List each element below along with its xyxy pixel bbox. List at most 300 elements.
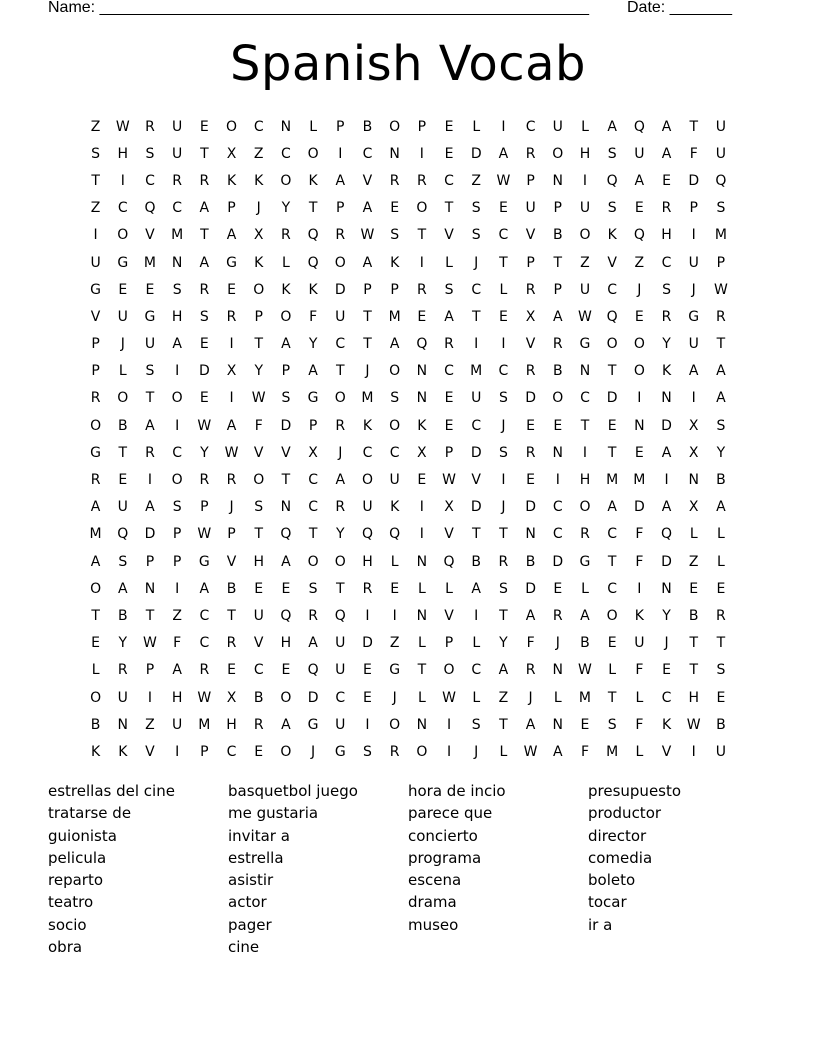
word-item: museo — [408, 915, 459, 934]
grid-letter: S — [498, 580, 508, 597]
grid-letter: W — [224, 444, 239, 461]
grid-letter: A — [199, 580, 210, 597]
grid-letter: O — [307, 553, 319, 570]
grid-letter: R — [172, 172, 183, 189]
grid-letter: P — [172, 526, 182, 543]
grid-letter: N — [171, 254, 183, 271]
grid-letter: S — [716, 662, 726, 679]
grid-letter: E — [526, 417, 536, 434]
grid-letter: Q — [389, 526, 401, 543]
grid-letter: R — [580, 526, 590, 543]
grid-letter: D — [470, 499, 482, 516]
grid-letter: E — [444, 145, 454, 162]
grid-letter: R — [335, 499, 346, 516]
grid-letter: A — [716, 499, 726, 516]
grid-letter: A — [90, 499, 101, 516]
grid-letter: A — [199, 254, 210, 271]
grid-letter: B — [688, 607, 699, 624]
grid-letter: R — [199, 662, 210, 679]
word-column — [408, 780, 588, 958]
grid-letter: I — [338, 145, 343, 162]
grid-letter: X — [226, 689, 237, 706]
grid-letter: O — [334, 390, 346, 407]
grid-letter: O — [633, 363, 645, 380]
grid-letter: E — [498, 200, 508, 217]
grid-letter: S — [390, 390, 400, 407]
grid-letter: W — [523, 743, 538, 760]
grid-letter: D — [144, 526, 156, 543]
grid-letter: R — [145, 118, 155, 135]
grid-letter: L — [499, 743, 508, 760]
grid-letter: Z — [471, 172, 482, 189]
grid-letter: R — [389, 172, 400, 189]
grid-letter: U — [117, 499, 128, 516]
grid-letter: E — [281, 662, 291, 679]
grid-letter: P — [444, 635, 454, 652]
grid-letter: I — [474, 607, 479, 624]
grid-letter: G — [389, 662, 401, 679]
grid-letter: G — [334, 743, 346, 760]
word-item: invitar a — [228, 826, 290, 845]
grid-letter: P — [145, 662, 155, 679]
grid-letter: X — [444, 499, 454, 516]
grid-letter: C — [607, 580, 618, 597]
grid-letter: T — [607, 363, 617, 380]
grid-letter: V — [90, 308, 101, 325]
grid-letter: S — [607, 200, 617, 217]
word-list — [48, 780, 768, 958]
grid-letter: P — [716, 254, 726, 271]
grid-letter: A — [634, 172, 645, 189]
grid-letter: Z — [688, 553, 699, 570]
word-column — [228, 780, 408, 958]
grid-letter: A — [308, 363, 318, 380]
grid-letter: I — [147, 472, 153, 489]
grid-letter: Z — [253, 145, 264, 162]
grid-letter: A — [552, 743, 563, 760]
grid-letter: N — [416, 363, 428, 380]
grid-letter: Q — [307, 662, 319, 679]
grid-letter: E — [281, 580, 291, 597]
grid-letter: P — [145, 553, 155, 570]
grid-letter: V — [525, 336, 536, 353]
word-item: programa — [408, 848, 482, 867]
grid-letter: N — [144, 580, 156, 597]
grid-letter: O — [416, 200, 428, 217]
grid-letter: E — [716, 689, 726, 706]
grid-letter: N — [525, 526, 536, 543]
grid-letter: I — [175, 580, 180, 597]
grid-letter: F — [309, 308, 318, 325]
grid-letter: I — [175, 363, 180, 380]
grid-letter: P — [363, 281, 372, 298]
grid-letter: C — [281, 145, 291, 162]
grid-letter: N — [634, 417, 645, 434]
grid-letter: G — [198, 553, 210, 570]
grid-letter: R — [444, 336, 454, 353]
word-column — [48, 780, 228, 958]
grid-letter: S — [662, 281, 671, 298]
grid-letter: E — [199, 336, 209, 353]
grid-letter: F — [526, 635, 535, 652]
grid-letter: Z — [90, 118, 101, 135]
grid-letter: E — [444, 390, 454, 407]
grid-letter: Q — [334, 607, 346, 624]
grid-letter: R — [199, 472, 210, 489]
grid-letter: N — [280, 499, 292, 516]
grid-letter: E — [118, 472, 128, 489]
grid-letter: Y — [118, 635, 128, 652]
grid-letter: U — [579, 200, 591, 217]
word-item: cine — [228, 938, 260, 957]
grid-letter: I — [175, 417, 180, 434]
grid-letter: T — [607, 689, 617, 706]
grid-letter: Q — [307, 254, 319, 271]
grid-letter: I — [93, 227, 98, 244]
grid-letter: O — [171, 390, 183, 407]
grid-letter: A — [580, 607, 590, 624]
grid-letter: I — [175, 743, 180, 760]
grid-letter: F — [635, 526, 644, 543]
grid-letter: Q — [633, 118, 645, 135]
grid-letter: K — [91, 743, 101, 760]
grid-letter: U — [715, 743, 727, 760]
word-item: hora de incio — [408, 782, 506, 800]
grid-letter: B — [117, 417, 128, 434]
grid-letter: P — [172, 553, 182, 570]
grid-letter: Z — [90, 200, 101, 217]
grid-letter: S — [363, 743, 372, 760]
grid-letter: E — [118, 281, 128, 298]
grid-letter: K — [607, 227, 617, 244]
grid-letter: I — [229, 336, 234, 353]
grid-letter: K — [308, 281, 318, 298]
grid-letter: O — [389, 716, 401, 733]
grid-letter: H — [226, 716, 237, 733]
grid-letter: M — [143, 254, 157, 271]
grid-letter: E — [145, 281, 155, 298]
grid-letter: M — [89, 526, 102, 543]
grid-letter: I — [120, 172, 125, 189]
grid-letter: C — [117, 200, 128, 217]
grid-letter: T — [607, 553, 617, 570]
grid-letter: C — [199, 607, 210, 624]
grid-letter: P — [390, 281, 399, 298]
grid-letter: E — [634, 308, 644, 325]
grid-letter: W — [442, 472, 456, 489]
grid-letter: B — [552, 227, 563, 244]
grid-letter: T — [499, 607, 508, 624]
grid-letter: L — [417, 689, 426, 706]
word-item: tratarse de — [48, 804, 132, 823]
grid-letter: T — [689, 635, 698, 652]
grid-letter: D — [280, 417, 292, 434]
grid-letter: A — [471, 580, 481, 597]
grid-letter: A — [226, 417, 237, 434]
grid-letter: O — [307, 145, 319, 162]
grid-letter: K — [254, 254, 264, 271]
grid-letter: M — [578, 689, 592, 706]
grid-letter: T — [471, 526, 481, 543]
word-item: director — [588, 826, 647, 845]
grid-letter: W — [197, 689, 212, 706]
grid-letter: S — [607, 145, 617, 162]
grid-letter: E — [417, 308, 427, 325]
grid-letter: O — [90, 689, 102, 706]
grid-letter: L — [445, 254, 453, 271]
grid-letter: R — [416, 281, 427, 298]
grid-letter: P — [254, 308, 263, 325]
grid-letter: X — [253, 227, 264, 244]
grid-letter: O — [389, 417, 401, 434]
grid-letter: R — [226, 472, 237, 489]
grid-letter: C — [362, 145, 373, 162]
grid-letter: H — [117, 145, 129, 162]
grid-letter: O — [579, 227, 591, 244]
grid-letter: R — [525, 281, 536, 298]
grid-letter: C — [253, 662, 264, 679]
grid-letter: N — [661, 390, 672, 407]
grid-letter: K — [254, 172, 264, 189]
grid-letter: Q — [361, 526, 373, 543]
grid-letter: U — [144, 336, 156, 353]
grid-letter: D — [661, 417, 672, 434]
grid-letter: R — [661, 308, 672, 325]
grid-letter: E — [716, 580, 726, 597]
grid-letter: D — [334, 281, 346, 298]
grid-letter: T — [91, 607, 100, 624]
grid-letter: K — [634, 607, 644, 624]
grid-letter: N — [416, 390, 428, 407]
grid-letter: C — [552, 526, 563, 543]
grid-letter: N — [280, 118, 292, 135]
grid-letter: U — [335, 635, 346, 652]
grid-letter: T — [336, 363, 345, 380]
grid-letter: X — [525, 308, 536, 325]
grid-letter: L — [689, 526, 698, 543]
grid-letter: Z — [172, 607, 182, 624]
grid-letter: O — [334, 254, 346, 271]
grid-letter: I — [501, 118, 506, 135]
grid-letter: M — [714, 227, 727, 244]
grid-letter: S — [498, 390, 508, 407]
grid-letter: A — [172, 662, 182, 679]
grid-letter: D — [525, 390, 536, 407]
grid-letter: O — [633, 336, 645, 353]
grid-letter: H — [688, 689, 699, 706]
grid-letter: V — [471, 472, 481, 489]
grid-letter: Z — [580, 254, 590, 271]
grid-letter: A — [498, 145, 509, 162]
grid-letter: O — [90, 417, 102, 434]
grid-letter: R — [389, 743, 400, 760]
grid-letter: O — [579, 499, 591, 516]
grid-letter: I — [229, 390, 234, 407]
grid-letter: A — [498, 662, 509, 679]
grid-letter: M — [606, 472, 619, 489]
grid-letter: W — [496, 172, 511, 189]
grid-letter: F — [254, 417, 263, 434]
grid-letter: I — [474, 336, 479, 353]
grid-letter: T — [254, 526, 263, 543]
grid-letter: R — [716, 308, 726, 325]
grid-letter: R — [199, 281, 210, 298]
grid-letter: W — [578, 308, 592, 325]
grid-letter: L — [472, 689, 481, 706]
grid-letter: J — [501, 417, 506, 434]
word-item: teatro — [48, 893, 94, 912]
grid-letter: R — [661, 200, 672, 217]
grid-letter: F — [173, 635, 182, 652]
grid-letter: D — [552, 553, 564, 570]
grid-letter: E — [526, 472, 536, 489]
grid-letter: A — [607, 118, 617, 135]
grid-letter: W — [115, 118, 130, 135]
grid-letter: I — [582, 172, 588, 189]
grid-letter: S — [308, 580, 318, 597]
grid-letter: U — [362, 499, 373, 516]
grid-letter: R — [90, 472, 101, 489]
word-item: boleto — [588, 871, 636, 890]
grid-letter: A — [389, 336, 400, 353]
grid-letter: C — [444, 172, 454, 189]
grid-letter: L — [581, 118, 589, 135]
grid-letter: A — [90, 553, 101, 570]
grid-letter: G — [144, 308, 156, 325]
grid-letter: U — [471, 390, 482, 407]
grid-letter: T — [607, 444, 617, 461]
grid-letter: Y — [662, 336, 671, 353]
word-item: presupuesto — [588, 782, 682, 800]
name-line: Name: _______________________________________________________ — [48, 0, 589, 16]
grid-letter: K — [390, 499, 400, 516]
grid-letter: S — [444, 281, 454, 298]
grid-letter: I — [664, 472, 669, 489]
grid-letter: P — [336, 118, 345, 135]
grid-letter: A — [335, 472, 346, 489]
grid-letter: W — [442, 689, 456, 706]
grid-letter: N — [416, 553, 428, 570]
grid-letter: N — [552, 444, 564, 461]
grid-letter: R — [362, 580, 373, 597]
grid-letter: T — [417, 662, 427, 679]
grid-letter: G — [117, 254, 129, 271]
grid-letter: Z — [498, 689, 509, 706]
grid-letter: P — [227, 526, 236, 543]
grid-letter: R — [552, 336, 563, 353]
grid-letter: F — [635, 716, 644, 733]
grid-letter: O — [606, 336, 618, 353]
grid-letter: O — [280, 308, 292, 325]
grid-letter: C — [580, 390, 590, 407]
grid-letter: L — [635, 743, 644, 760]
grid-letter: I — [419, 526, 424, 543]
grid-letter: O — [117, 227, 129, 244]
grid-letter: J — [338, 444, 343, 461]
grid-letter: H — [362, 553, 373, 570]
grid-letter: N — [552, 716, 564, 733]
grid-letter: R — [552, 607, 563, 624]
grid-letter: I — [365, 607, 370, 624]
grid-letter: N — [688, 472, 699, 489]
grid-letter: D — [307, 689, 319, 706]
grid-letter: Q — [307, 227, 319, 244]
grid-letter: A — [308, 635, 318, 652]
grid-letter: F — [635, 553, 644, 570]
grid-letter: A — [607, 499, 617, 516]
word-item: guionista — [48, 826, 117, 845]
grid-letter: B — [90, 716, 101, 733]
grid-letter: O — [361, 472, 373, 489]
grid-letter: I — [501, 472, 506, 489]
grid-letter: Q — [661, 526, 673, 543]
grid-letter: I — [365, 716, 370, 733]
grid-letter: T — [118, 444, 128, 461]
grid-letter: L — [417, 580, 426, 597]
grid-letter: W — [143, 635, 157, 652]
grid-letter: C — [607, 526, 618, 543]
grid-letter: R — [416, 172, 427, 189]
grid-letter: W — [251, 390, 266, 407]
grid-letter: A — [716, 390, 726, 407]
grid-letter: Q — [416, 336, 428, 353]
grid-letter: X — [226, 145, 237, 162]
grid-letter: I — [147, 689, 153, 706]
grid-letter: T — [91, 172, 100, 189]
grid-letter: S — [172, 281, 182, 298]
grid-letter: S — [145, 145, 155, 162]
grid-letter: Q — [633, 227, 645, 244]
grid-letter: T — [716, 336, 726, 353]
grid-letter: S — [91, 145, 101, 162]
grid-letter: C — [335, 336, 346, 353]
grid-letter: L — [309, 118, 317, 135]
word-item: estrella — [228, 848, 284, 867]
grid-letter: V — [253, 635, 264, 652]
word-item: tocar — [588, 893, 627, 912]
grid-letter: U — [172, 145, 183, 162]
grid-letter: Q — [280, 607, 292, 624]
grid-letter: J — [474, 254, 479, 271]
grid-letter: C — [552, 499, 563, 516]
grid-letter: C — [308, 499, 318, 516]
grid-letter: Y — [662, 607, 671, 624]
grid-letter: O — [280, 689, 292, 706]
grid-letter: D — [470, 444, 482, 461]
grid-letter: V — [444, 526, 454, 543]
grid-letter: T — [580, 417, 590, 434]
grid-letter: Y — [281, 200, 291, 217]
word-item: ir a — [588, 915, 613, 934]
grid-letter: X — [417, 444, 427, 461]
grid-letter: N — [389, 145, 400, 162]
grid-letter: L — [608, 662, 617, 679]
grid-letter: P — [553, 281, 562, 298]
grid-letter: K — [118, 743, 128, 760]
grid-letter: V — [145, 227, 155, 244]
grid-letter: E — [498, 308, 508, 325]
grid-letter: J — [637, 281, 642, 298]
grid-letter: B — [716, 716, 726, 733]
grid-letter: E — [444, 417, 454, 434]
grid-letter: J — [501, 499, 506, 516]
grid-letter: C — [145, 172, 155, 189]
grid-letter: T — [499, 254, 508, 271]
grid-letter: C — [444, 363, 454, 380]
grid-letter: C — [253, 118, 264, 135]
grid-letter: G — [90, 444, 102, 461]
grid-letter: E — [580, 716, 590, 733]
